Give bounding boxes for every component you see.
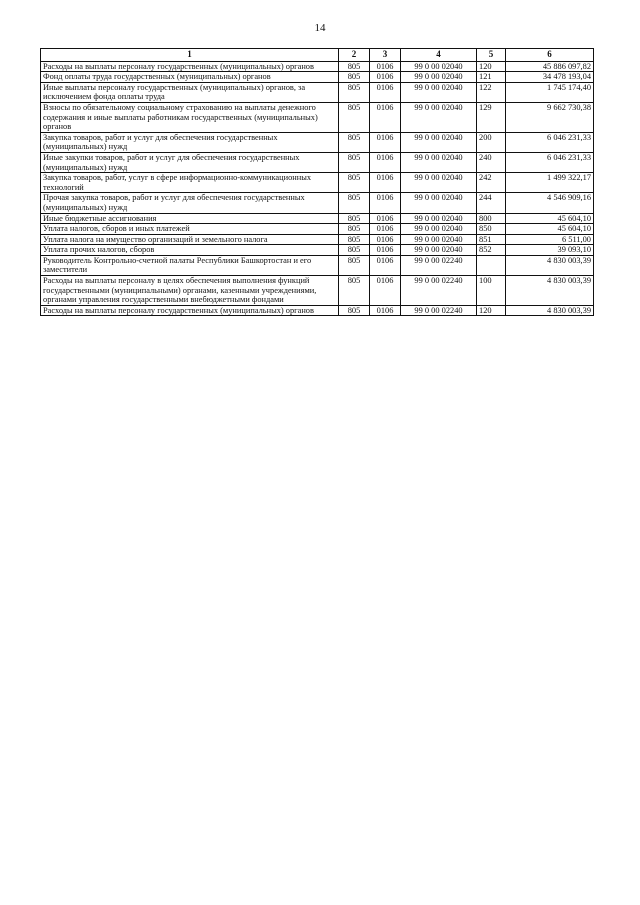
amount-cell: 4 830 003,39 (506, 255, 594, 275)
expense-type-cell: 129 (477, 102, 506, 132)
table-row (41, 152, 594, 172)
table-row (41, 102, 594, 132)
ved-code-cell: 805 (339, 255, 370, 275)
table-row (41, 132, 594, 152)
amount-cell: 1 499 322,17 (506, 173, 594, 193)
row-name-cell: Взносы по обязательному социальному страхованию на выплаты денежного содержания и иные выплаты работникам государственных (муниципальных) органов (41, 102, 339, 132)
target-article-cell: 99 0 00 02040 (401, 224, 477, 235)
table-row (41, 245, 594, 256)
section-code-cell: 0106 (370, 132, 401, 152)
page-number: 14 (314, 22, 326, 34)
expense-type-cell: 240 (477, 152, 506, 172)
ved-code-cell: 805 (339, 234, 370, 245)
section-code-cell: 0106 (370, 276, 401, 306)
amount-cell: 39 093,10 (506, 245, 594, 256)
amount-cell: 4 546 909,16 (506, 193, 594, 213)
amount-cell: 6 511,00 (506, 234, 594, 245)
section-code-cell: 0106 (370, 82, 401, 102)
expense-type-cell: 121 (477, 72, 506, 83)
target-article-cell: 99 0 00 02040 (401, 245, 477, 256)
amount-cell: 45 886 097,82 (506, 61, 594, 72)
expense-type-cell: 800 (477, 213, 506, 224)
expense-type-cell: 100 (477, 276, 506, 306)
amount-cell: 34 478 193,04 (506, 72, 594, 83)
row-name-cell: Иные бюджетные ассигнования (41, 213, 339, 224)
table-row (41, 193, 594, 213)
amount-cell: 9 662 730,38 (506, 102, 594, 132)
ved-code-cell: 805 (339, 102, 370, 132)
row-name-cell: Расходы на выплаты персоналу государственных (муниципальных) органов (41, 61, 339, 72)
section-code-cell: 0106 (370, 305, 401, 316)
header-cell: 5 (477, 49, 506, 62)
target-article-cell: 99 0 00 02240 (401, 255, 477, 275)
table-row (41, 72, 594, 83)
ved-code-cell: 805 (339, 245, 370, 256)
row-name-cell: Прочая закупка товаров, работ и услуг для обеспечения государственных (муниципальных) нужд (41, 193, 339, 213)
amount-cell: 6 046 231,33 (506, 132, 594, 152)
section-code-cell: 0106 (370, 173, 401, 193)
section-code-cell: 0106 (370, 245, 401, 256)
ved-code-cell: 805 (339, 152, 370, 172)
ved-code-cell: 805 (339, 132, 370, 152)
table-row (41, 234, 594, 245)
table-row (41, 276, 594, 306)
ved-code-cell: 805 (339, 224, 370, 235)
table-row (41, 61, 594, 72)
ved-code-cell: 805 (339, 61, 370, 72)
target-article-cell: 99 0 00 02040 (401, 82, 477, 102)
row-name-cell: Уплата налогов, сборов и иных платежей (41, 224, 339, 235)
header-cell: 2 (339, 49, 370, 62)
row-name-cell: Закупка товаров, работ, услуг в сфере информационно-коммуникационных технологий (41, 173, 339, 193)
table-row (41, 173, 594, 193)
ved-code-cell: 805 (339, 193, 370, 213)
row-name-cell: Уплата налога на имущество организаций и земельного налога (41, 234, 339, 245)
expense-type-cell: 122 (477, 82, 506, 102)
header-row (41, 49, 594, 62)
table-row (41, 224, 594, 235)
expense-type-cell: 200 (477, 132, 506, 152)
target-article-cell: 99 0 00 02040 (401, 213, 477, 224)
table-row (41, 305, 594, 316)
section-code-cell: 0106 (370, 61, 401, 72)
row-name-cell: Руководитель Контрольно-счетной палаты Республики Башкортостан и его заместители (41, 255, 339, 275)
row-name-cell: Расходы на выплаты персоналу в целях обеспечения выполнения функций государственными (муниципальными) органами, казенными учреждениями, органами управления государственными внебюджетными фондами (41, 276, 339, 306)
amount-cell: 6 046 231,33 (506, 152, 594, 172)
table-row (41, 213, 594, 224)
target-article-cell: 99 0 00 02040 (401, 152, 477, 172)
section-code-cell: 0106 (370, 102, 401, 132)
row-name-cell: Иные закупки товаров, работ и услуг для обеспечения государственных (муниципальных) нужд (41, 152, 339, 172)
expense-type-cell: 850 (477, 224, 506, 235)
header-cell: 4 (401, 49, 477, 62)
amount-cell: 1 745 174,40 (506, 82, 594, 102)
section-code-cell: 0106 (370, 234, 401, 245)
row-name-cell: Закупка товаров, работ и услуг для обеспечения государственных (муниципальных) нужд (41, 132, 339, 152)
target-article-cell: 99 0 00 02040 (401, 102, 477, 132)
row-name-cell: Уплата прочих налогов, сборов (41, 245, 339, 256)
ved-code-cell: 805 (339, 82, 370, 102)
amount-cell: 4 830 003,39 (506, 276, 594, 306)
target-article-cell: 99 0 00 02240 (401, 305, 477, 316)
expense-type-cell: 242 (477, 173, 506, 193)
row-name-cell: Иные выплаты персоналу государственных (муниципальных) органов, за исключением фонда оплаты труда (41, 82, 339, 102)
row-name-cell: Расходы на выплаты персоналу государственных (муниципальных) органов (41, 305, 339, 316)
amount-cell: 45 604,10 (506, 213, 594, 224)
section-code-cell: 0106 (370, 72, 401, 83)
header-cell: 6 (506, 49, 594, 62)
ved-code-cell: 805 (339, 213, 370, 224)
target-article-cell: 99 0 00 02040 (401, 61, 477, 72)
expense-type-cell: 851 (477, 234, 506, 245)
expense-type-cell: 120 (477, 305, 506, 316)
target-article-cell: 99 0 00 02040 (401, 173, 477, 193)
section-code-cell: 0106 (370, 193, 401, 213)
target-article-cell: 99 0 00 02040 (401, 72, 477, 83)
table-row (41, 255, 594, 275)
header-cell: 3 (370, 49, 401, 62)
expense-type-cell: 852 (477, 245, 506, 256)
ved-code-cell: 805 (339, 276, 370, 306)
section-code-cell: 0106 (370, 255, 401, 275)
section-code-cell: 0106 (370, 213, 401, 224)
amount-cell: 4 830 003,39 (506, 305, 594, 316)
ved-code-cell: 805 (339, 72, 370, 83)
target-article-cell: 99 0 00 02040 (401, 193, 477, 213)
section-code-cell: 0106 (370, 152, 401, 172)
expense-type-cell: 244 (477, 193, 506, 213)
ved-code-cell: 805 (339, 305, 370, 316)
target-article-cell: 99 0 00 02040 (401, 132, 477, 152)
expense-type-cell (477, 255, 506, 275)
row-name-cell: Фонд оплаты труда государственных (муниципальных) органов (41, 72, 339, 83)
budget-table (40, 48, 594, 316)
amount-cell: 45 604,10 (506, 224, 594, 235)
target-article-cell: 99 0 00 02240 (401, 276, 477, 306)
ved-code-cell: 805 (339, 173, 370, 193)
section-code-cell: 0106 (370, 224, 401, 235)
expense-type-cell: 120 (477, 61, 506, 72)
header-cell: 1 (41, 49, 339, 62)
table-row (41, 82, 594, 102)
target-article-cell: 99 0 00 02040 (401, 234, 477, 245)
